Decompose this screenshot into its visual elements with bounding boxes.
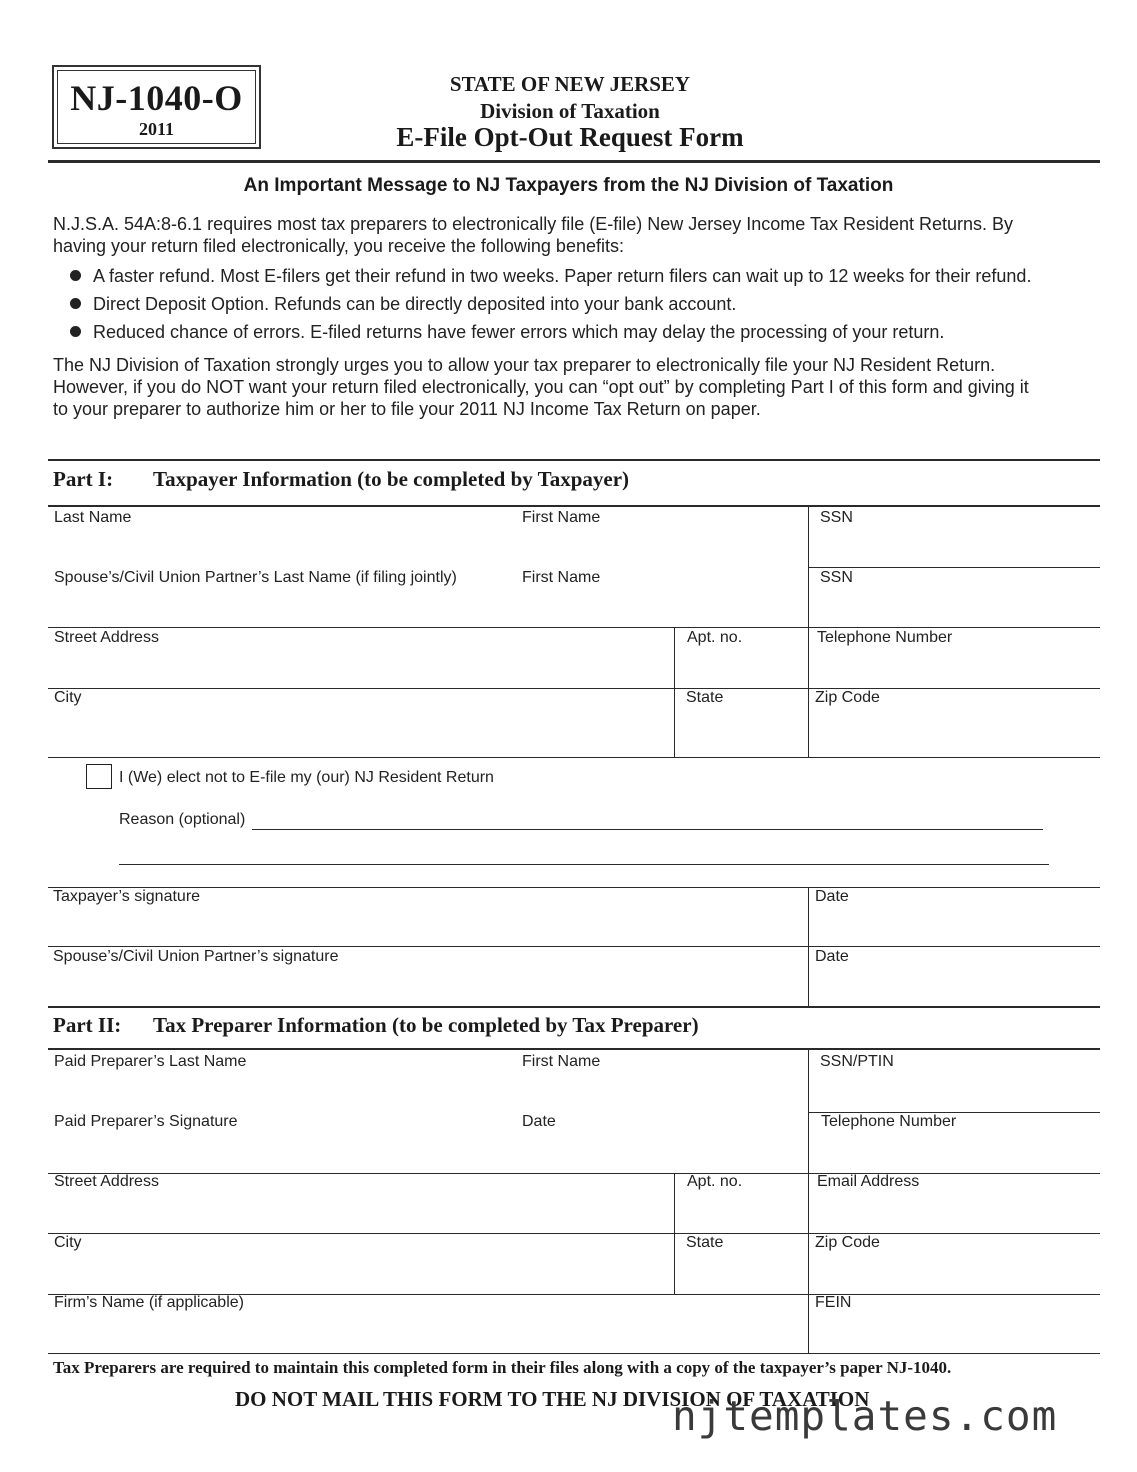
part2-heading: [53, 1013, 699, 1038]
row-divider: [808, 567, 1100, 568]
preparer-telephone-field[interactable]: Telephone Number: [821, 1113, 957, 1130]
message-heading: An Important Message to NJ Taxpayers from the NJ Division of Taxation: [243, 175, 894, 196]
benefit-item: [70, 322, 944, 343]
column-divider: [674, 1173, 675, 1294]
form-year: 2011: [138, 119, 174, 139]
preparer-date-field[interactable]: Date: [522, 1113, 556, 1130]
outro-line-1: The NJ Division of Taxation strongly urges you to allow your tax preparer to electronically file your NJ Resident Return.: [53, 355, 996, 375]
row-divider: [48, 1353, 1100, 1354]
part1-title: Taxpayer Information (to be completed by Taxpayer): [153, 467, 630, 491]
spouse-ssn-field[interactable]: SSN: [820, 569, 853, 586]
reason-input-line[interactable]: [252, 829, 1043, 830]
row-divider: [48, 946, 1100, 947]
reason-label: Reason (optional): [119, 811, 246, 828]
state-field[interactable]: State: [686, 689, 724, 706]
outro-line-3: to your preparer to authorize him or her to file your 2011 NJ Income Tax Return on paper.: [53, 399, 761, 419]
form-id: NJ-1040-O: [70, 78, 243, 118]
bullet-icon: [70, 326, 81, 337]
fein-field[interactable]: FEIN: [815, 1294, 852, 1311]
division-name: Division of Taxation: [480, 99, 660, 123]
benefit-text: Reduced chance of errors. E-filed returns have fewer errors which may delay the processing of your return.: [93, 322, 945, 342]
street-address-field[interactable]: Street Address: [54, 629, 159, 646]
intro-line-2: having your return filed electronically, you receive the following benefits:: [53, 236, 624, 256]
part2-heading-rule: [48, 1048, 1100, 1050]
row-divider: [48, 1173, 1100, 1174]
bullet-icon: [70, 270, 81, 281]
part1-heading: [53, 467, 629, 492]
opt-out-label: I (We) elect not to E-file my (our) NJ Resident Return: [119, 769, 494, 786]
last-name-field[interactable]: Last Name: [54, 509, 132, 526]
spouse-date-field[interactable]: Date: [815, 948, 849, 965]
row-divider: [48, 757, 1100, 758]
preparer-retention-note: Tax Preparers are required to maintain this completed form in their files along with a copy of the taxpayer’s paper NJ-1040.: [53, 1358, 952, 1377]
preparer-last-name-field[interactable]: Paid Preparer’s Last Name: [54, 1053, 247, 1070]
first-name-field[interactable]: First Name: [522, 509, 601, 526]
preparer-city-field[interactable]: City: [54, 1234, 82, 1251]
email-address-field[interactable]: Email Address: [817, 1173, 920, 1190]
preparer-state-field[interactable]: State: [686, 1234, 724, 1251]
bullet-icon: [70, 298, 81, 309]
outro-line-2: However, if you do NOT want your return filed electronically, you can “opt out” by completing Part I of this form and giving it: [53, 377, 1029, 397]
taxpayer-date-field[interactable]: Date: [815, 888, 849, 905]
opt-out-checkbox[interactable]: [86, 764, 112, 789]
header-rule: [48, 160, 1100, 163]
benefit-text: A faster refund. Most E-filers get their refund in two weeks. Paper return filers can wait up to 12 weeks for their refund.: [93, 266, 1032, 286]
column-divider: [808, 887, 809, 1007]
zip-code-field[interactable]: Zip Code: [815, 689, 880, 706]
preparer-first-name-field[interactable]: First Name: [522, 1053, 601, 1070]
part2-number: Part II:: [53, 1013, 122, 1037]
benefit-text: Direct Deposit Option. Refunds can be directly deposited into your bank account.: [93, 294, 737, 314]
part1-top-rule: [48, 459, 1100, 461]
intro-line-1: N.J.S.A. 54A:8-6.1 requires most tax preparers to electronically file (E-file) New Jersey Income Tax Resident Returns. By: [53, 214, 1014, 234]
ssn-ptin-field[interactable]: SSN/PTIN: [820, 1053, 894, 1070]
spouse-signature-field[interactable]: Spouse’s/Civil Union Partner’s signature: [53, 948, 339, 965]
telephone-field[interactable]: Telephone Number: [817, 629, 953, 646]
form-id-box-inner: [57, 70, 256, 144]
firm-name-field[interactable]: Firm’s Name (if applicable): [54, 1294, 244, 1311]
preparer-street-address-field[interactable]: Street Address: [54, 1173, 159, 1190]
preparer-apt-no-field[interactable]: Apt. no.: [687, 1173, 743, 1190]
form-title: E-File Opt-Out Request Form: [396, 122, 744, 152]
reason-input-line-2[interactable]: [119, 864, 1049, 865]
site-watermark: njtemplates.com: [672, 1392, 1058, 1440]
preparer-signature-field[interactable]: Paid Preparer’s Signature: [54, 1113, 238, 1130]
column-divider: [808, 506, 809, 757]
part1-number: Part I:: [53, 467, 114, 491]
city-field[interactable]: City: [54, 689, 82, 706]
row-divider: [48, 1233, 1100, 1234]
state-name: STATE OF NEW JERSEY: [449, 72, 691, 96]
taxpayer-signature-field[interactable]: Taxpayer’s signature: [53, 888, 201, 905]
spouse-first-name-field[interactable]: First Name: [522, 569, 601, 586]
part1-heading-rule: [48, 505, 1100, 507]
column-divider: [808, 1049, 809, 1353]
part2-top-rule: [48, 1006, 1100, 1008]
apt-no-field[interactable]: Apt. no.: [687, 629, 743, 646]
preparer-zip-code-field[interactable]: Zip Code: [815, 1234, 880, 1251]
part2-title: Tax Preparer Information (to be completed by Tax Preparer): [153, 1013, 699, 1037]
do-not-mail-warning: DO NOT MAIL THIS FORM TO THE NJ DIVISION OF TAXATION: [235, 1387, 870, 1411]
form-id-box: [52, 65, 261, 149]
column-divider: [674, 627, 675, 757]
row-divider: [48, 887, 1100, 888]
benefit-item: [70, 266, 1031, 287]
row-divider: [48, 688, 1100, 689]
row-divider: [48, 627, 1100, 628]
benefit-item: [70, 294, 736, 315]
spouse-last-name-field[interactable]: Spouse’s/Civil Union Partner’s Last Name (if filing jointly): [54, 569, 457, 586]
ssn-field[interactable]: SSN: [820, 509, 853, 526]
